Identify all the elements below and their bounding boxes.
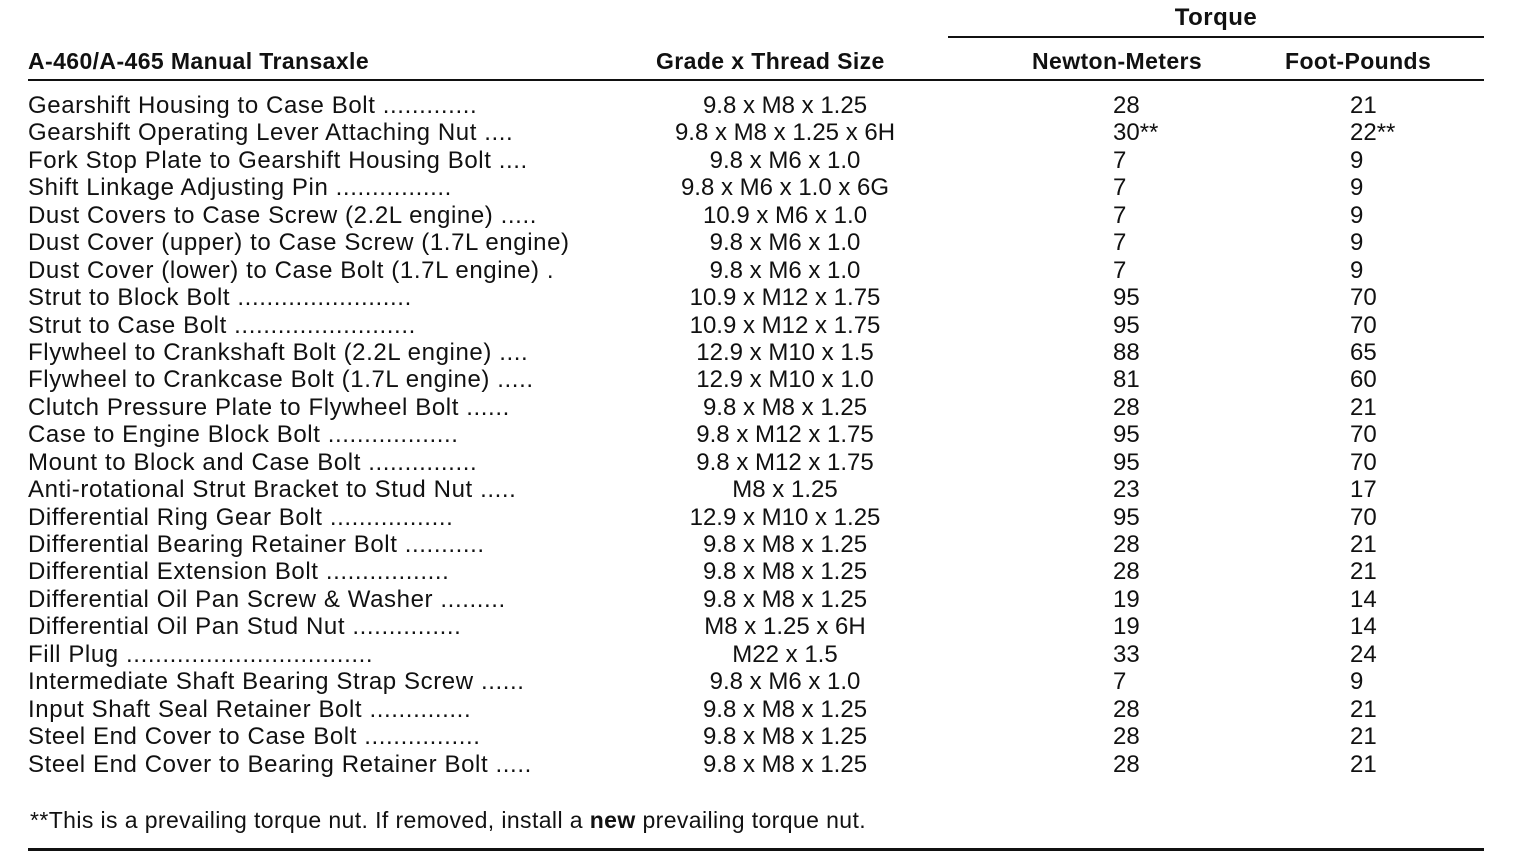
row-description: Clutch Pressure Plate to Flywheel Bolt ...... <box>28 393 510 421</box>
row-foot-pounds: 21 <box>1350 695 1377 723</box>
row-newton-meters: 30** <box>1113 119 1159 147</box>
row-newton-meters: 28 <box>1113 558 1140 586</box>
table-row <box>0 476 1536 503</box>
row-description: Shift Linkage Adjusting Pin ................ <box>28 174 452 202</box>
footnote-text-start: **This is a prevailing torque nut. If removed, install a <box>30 807 590 833</box>
row-description: Mount to Block and Case Bolt ............... <box>28 448 478 476</box>
table-row <box>0 284 1536 311</box>
row-foot-pounds: 14 <box>1350 613 1377 641</box>
row-newton-meters: 7 <box>1113 201 1127 229</box>
row-description: Input Shaft Seal Retainer Bolt .............. <box>28 695 472 723</box>
row-foot-pounds: 9 <box>1350 174 1364 202</box>
row-newton-meters: 28 <box>1113 750 1140 778</box>
row-foot-pounds: 21 <box>1350 750 1377 778</box>
row-newton-meters: 95 <box>1113 311 1140 339</box>
row-description: Gearshift Housing to Case Bolt ............. <box>28 92 478 119</box>
row-foot-pounds: 9 <box>1350 668 1364 696</box>
row-grade-thread: 12.9 x M10 x 1.5 <box>696 338 874 366</box>
row-description: Fork Stop Plate to Gearshift Housing Bolt .... <box>28 146 528 174</box>
header-description: A-460/A-465 Manual Transaxle <box>28 48 370 74</box>
table-row <box>0 257 1536 284</box>
row-foot-pounds: 9 <box>1350 229 1364 257</box>
row-newton-meters: 19 <box>1113 613 1140 641</box>
row-grade-thread: 10.9 x M6 x 1.0 <box>702 201 868 229</box>
table-row <box>0 421 1536 448</box>
row-description: Strut to Case Bolt ......................... <box>28 311 416 339</box>
table-row <box>0 312 1536 339</box>
table-row <box>0 147 1536 174</box>
row-foot-pounds: 22** <box>1350 119 1396 147</box>
row-foot-pounds: 9 <box>1350 146 1364 174</box>
row-grade-thread: 9.8 x M8 x 1.25 x 6H <box>674 119 896 147</box>
header-rule <box>28 79 1484 81</box>
table-row <box>0 668 1536 695</box>
table-row <box>0 339 1536 366</box>
header-grade-thread: Grade x Thread Size <box>656 48 885 74</box>
table-row <box>0 394 1536 421</box>
row-foot-pounds: 70 <box>1350 448 1377 476</box>
row-grade-thread: 9.8 x M8 x 1.25 <box>702 585 868 613</box>
table-row <box>0 449 1536 476</box>
row-description: Differential Extension Bolt ................. <box>28 558 450 586</box>
row-foot-pounds: 21 <box>1350 393 1377 421</box>
row-description: Differential Oil Pan Stud Nut ............... <box>28 613 462 641</box>
row-grade-thread: 9.8 x M6 x 1.0 <box>709 668 861 696</box>
footnote-text-end: prevailing torque nut. <box>635 807 867 833</box>
table-row <box>0 366 1536 393</box>
footnote <box>30 805 866 835</box>
row-grade-thread: 9.8 x M8 x 1.25 <box>702 695 868 723</box>
row-description: Differential Ring Gear Bolt ................. <box>28 503 454 531</box>
table-row <box>0 504 1536 531</box>
table-body <box>0 92 1536 778</box>
row-description: Differential Bearing Retainer Bolt ........... <box>28 531 485 558</box>
row-newton-meters: 7 <box>1113 668 1127 696</box>
table-row <box>0 641 1536 668</box>
row-grade-thread: 9.8 x M8 x 1.25 <box>702 723 868 751</box>
row-description: Strut to Block Bolt ........................ <box>28 284 412 312</box>
row-description: Case to Engine Block Bolt .................. <box>28 421 459 449</box>
row-newton-meters: 95 <box>1113 503 1140 531</box>
row-newton-meters: 28 <box>1113 723 1140 751</box>
row-newton-meters: 28 <box>1113 531 1140 558</box>
table-row <box>0 174 1536 201</box>
table-row <box>0 202 1536 229</box>
table-row <box>0 92 1536 119</box>
table-row <box>0 558 1536 585</box>
row-description: Differential Oil Pan Screw & Washer ......... <box>28 585 506 613</box>
table-row <box>0 229 1536 256</box>
row-newton-meters: 7 <box>1113 174 1127 202</box>
row-foot-pounds: 14 <box>1350 585 1377 613</box>
table-row <box>0 119 1536 146</box>
row-newton-meters: 7 <box>1113 256 1127 284</box>
row-foot-pounds: 9 <box>1350 201 1364 229</box>
row-grade-thread: 9.8 x M8 x 1.25 <box>702 531 868 558</box>
row-description: Dust Cover (upper) to Case Screw (1.7L engine) <box>28 229 570 257</box>
row-grade-thread: M22 x 1.5 <box>732 640 838 668</box>
row-description: Flywheel to Crankcase Bolt (1.7L engine) ..... <box>28 366 534 394</box>
row-foot-pounds: 21 <box>1350 723 1377 751</box>
header-newton-meters: Newton-Meters <box>1032 48 1203 74</box>
row-foot-pounds: 17 <box>1350 476 1377 504</box>
row-description: Dust Covers to Case Screw (2.2L engine) ..... <box>28 201 537 229</box>
row-newton-meters: 28 <box>1113 393 1140 421</box>
row-newton-meters: 19 <box>1113 585 1140 613</box>
table-row <box>0 613 1536 640</box>
row-newton-meters: 28 <box>1113 695 1140 723</box>
row-grade-thread: 9.8 x M12 x 1.75 <box>696 421 874 449</box>
row-description: Steel End Cover to Case Bolt ................ <box>28 723 481 751</box>
row-grade-thread: 9.8 x M8 x 1.25 <box>702 393 868 421</box>
row-grade-thread: 9.8 x M6 x 1.0 <box>709 229 861 257</box>
row-foot-pounds: 21 <box>1350 92 1377 119</box>
row-grade-thread: 10.9 x M12 x 1.75 <box>689 311 881 339</box>
row-foot-pounds: 60 <box>1350 366 1377 394</box>
row-grade-thread: 10.9 x M12 x 1.75 <box>689 284 881 312</box>
row-foot-pounds: 24 <box>1350 640 1377 668</box>
table-row <box>0 586 1536 613</box>
row-foot-pounds: 70 <box>1350 311 1377 339</box>
header-foot-pounds: Foot-Pounds <box>1285 48 1432 74</box>
row-newton-meters: 7 <box>1113 229 1127 257</box>
row-foot-pounds: 70 <box>1350 284 1377 312</box>
row-grade-thread: 9.8 x M8 x 1.25 <box>702 558 868 586</box>
row-grade-thread: 12.9 x M10 x 1.25 <box>689 503 881 531</box>
row-newton-meters: 28 <box>1113 92 1140 119</box>
row-grade-thread: M8 x 1.25 <box>732 476 838 504</box>
table-row <box>0 531 1536 558</box>
row-newton-meters: 88 <box>1113 338 1140 366</box>
table-row <box>0 696 1536 723</box>
row-foot-pounds: 9 <box>1350 256 1364 284</box>
row-foot-pounds: 21 <box>1350 558 1377 586</box>
row-foot-pounds: 70 <box>1350 503 1377 531</box>
row-grade-thread: 9.8 x M6 x 1.0 <box>709 146 861 174</box>
row-grade-thread: M8 x 1.25 x 6H <box>704 613 866 641</box>
row-description: Flywheel to Crankshaft Bolt (2.2L engine) .... <box>28 338 529 366</box>
row-description: Fill Plug .................................. <box>28 640 374 668</box>
row-foot-pounds: 21 <box>1350 531 1377 558</box>
row-newton-meters: 95 <box>1113 421 1140 449</box>
row-grade-thread: 9.8 x M8 x 1.25 <box>702 92 868 119</box>
row-description: Steel End Cover to Bearing Retainer Bolt ..... <box>28 750 532 778</box>
row-newton-meters: 7 <box>1113 146 1127 174</box>
table-row <box>0 723 1536 750</box>
table-row <box>0 751 1536 778</box>
row-description: Gearshift Operating Lever Attaching Nut .... <box>28 119 514 147</box>
footnote-emphasis: new <box>589 807 636 833</box>
row-newton-meters: 81 <box>1113 366 1140 394</box>
bottom-rule <box>28 848 1484 851</box>
row-grade-thread: 9.8 x M12 x 1.75 <box>696 448 874 476</box>
row-grade-thread: 12.9 x M10 x 1.0 <box>696 366 874 394</box>
row-newton-meters: 23 <box>1113 476 1140 504</box>
row-newton-meters: 95 <box>1113 284 1140 312</box>
torque-group-rule <box>948 36 1484 38</box>
row-foot-pounds: 70 <box>1350 421 1377 449</box>
row-grade-thread: 9.8 x M6 x 1.0 x 6G <box>680 174 890 202</box>
row-newton-meters: 95 <box>1113 448 1140 476</box>
row-grade-thread: 9.8 x M6 x 1.0 <box>709 256 861 284</box>
torque-group-header: Torque <box>1174 4 1258 31</box>
row-description: Intermediate Shaft Bearing Strap Screw ...... <box>28 668 525 696</box>
row-description: Anti-rotational Strut Bracket to Stud Nut ..... <box>28 476 517 504</box>
row-grade-thread: 9.8 x M8 x 1.25 <box>702 750 868 778</box>
row-description: Dust Cover (lower) to Case Bolt (1.7L engine) . <box>28 256 555 284</box>
row-newton-meters: 33 <box>1113 640 1140 668</box>
row-foot-pounds: 65 <box>1350 338 1377 366</box>
